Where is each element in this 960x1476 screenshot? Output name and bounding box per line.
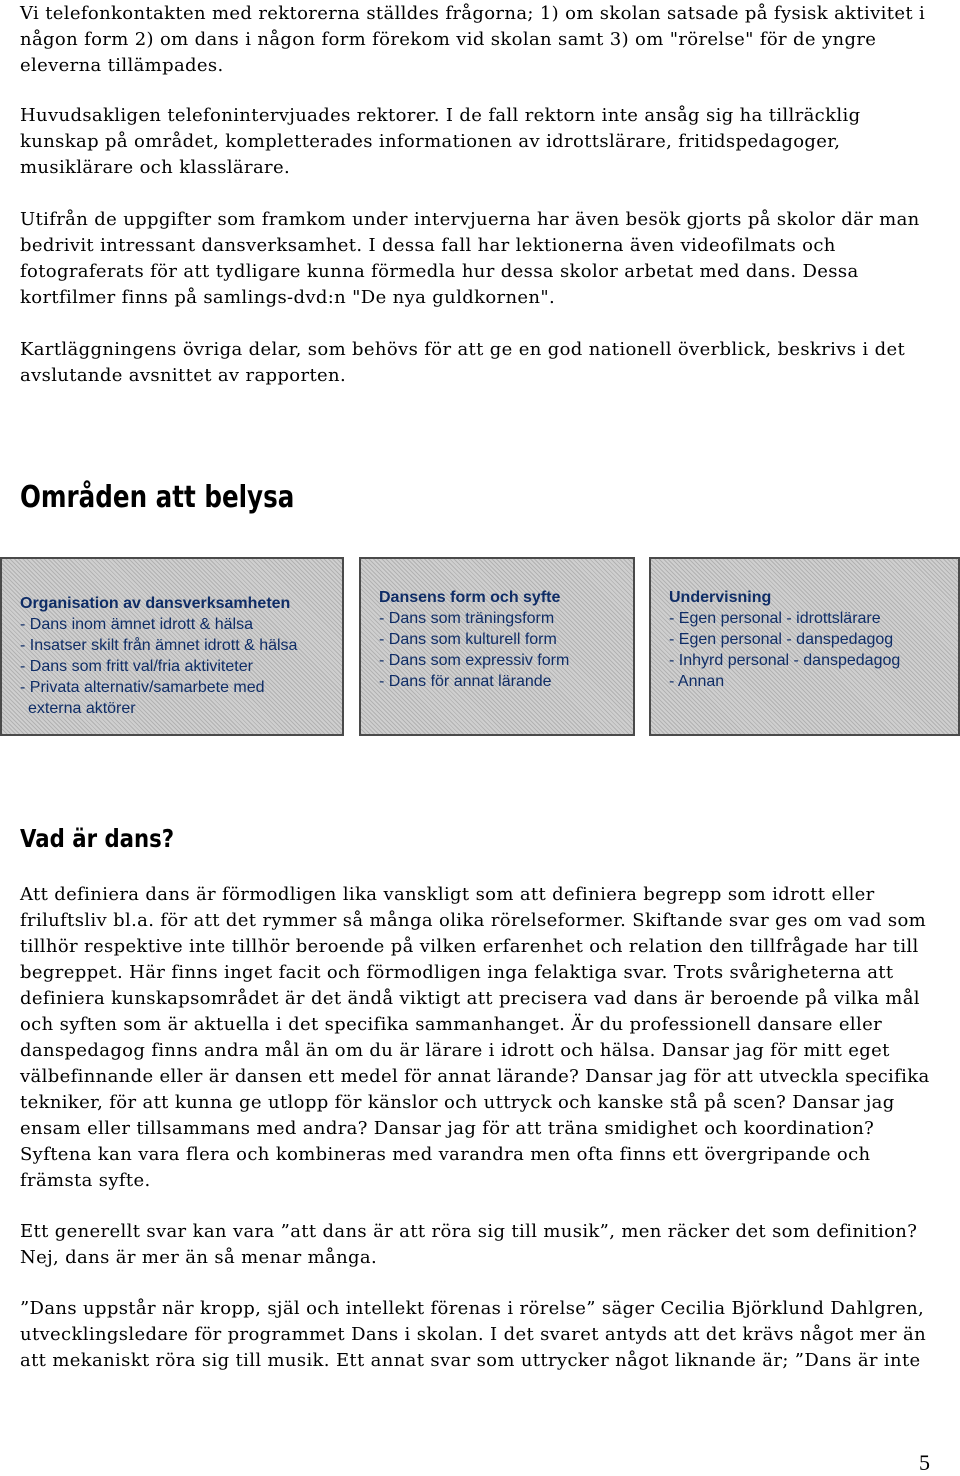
section-heading-areas: Områden att belysa bbox=[20, 480, 295, 515]
box-dance-form-item: - Dans för annat lärande bbox=[379, 673, 552, 690]
paragraph-general-answer: Ett generellt svar kan vara ”att dans är att röra sig till musik”, men räcker det som definition? Nej, dans är mer än så menar många. bbox=[20, 1221, 918, 1268]
box-teaching-title: Undervisning bbox=[669, 589, 772, 606]
paragraph-survey-other-parts: Kartläggningens övriga delar, som behövs för att ge en god nationell överblick, beskrivs i det avslutande avsnittet av rapporten. bbox=[20, 339, 906, 386]
box-dance-form-item: - Dans som kulturell form bbox=[379, 631, 557, 648]
box-teaching bbox=[649, 557, 960, 736]
box-organisation-title: Organisation av dansverksamheten bbox=[20, 595, 291, 612]
paragraph-phone-questions: Vi telefonkontakten med rektorerna ställdes frågorna; 1) om skolan satsade på fysisk aktivitet i någon form 2) om dans i någon form förekom vid skolan samt 3) om "rörelse" för de yngre eleverna tillämpades. bbox=[20, 3, 926, 76]
box-teaching-item: - Egen personal - danspedagog bbox=[669, 631, 894, 648]
paragraph-quote: ”Dans uppstår när kropp, själ och intellekt förenas i rörelse” säger Cecilia Björklund Dahlgren, utvecklingsledare för programmet Dans i skolan. I det svaret antyds att det krävs något mer än att mekaniskt röra sig till musik. Ett annat svar som uttrycker något liknande är; ”Dans är inte bbox=[20, 1298, 927, 1371]
box-teaching-item: - Egen personal - idrottslärare bbox=[669, 610, 881, 627]
box-organisation bbox=[0, 557, 344, 736]
paragraph-interviews: Huvudsakligen telefonintervjuades rektorer. I de fall rektorn inte ansåg sig ha tillräcklig kunskap på området, kompletterades informationen av idrottslärare, fritidspedagoger, musiklärare och klasslärare. bbox=[20, 105, 861, 178]
box-organisation-item: - Privata alternativ/samarbete med bbox=[20, 679, 265, 696]
box-dance-form-item: - Dans som expressiv form bbox=[379, 652, 570, 669]
box-teaching-item: - Inhyrd personal - danspedagog bbox=[669, 652, 901, 669]
box-teaching-item: - Annan bbox=[669, 673, 725, 690]
box-organisation-item: externa aktörer bbox=[28, 700, 136, 717]
page-number: 5 bbox=[919, 1450, 930, 1475]
box-dance-form-item: - Dans som träningsform bbox=[379, 610, 555, 627]
section-heading-what-is-dance: Vad är dans? bbox=[20, 824, 175, 853]
paragraph-school-visits: Utifrån de uppgifter som framkom under intervjuerna har även besök gjorts på skolor där man bedrivit intressant dansverksamhet. I dessa fall har lektionerna även videofilmats och fotograferats för att tydligare kunna förmedla hur dessa skolor arbetat med dans. Dessa kortfilmer finns på samlings-dvd:n "De nya guldkornen". bbox=[20, 209, 920, 308]
box-organisation-item: - Dans som fritt val/fria aktiviteter bbox=[20, 658, 253, 675]
paragraph-defining-dance: Att definiera dans är förmodligen lika vanskligt som att definiera begrepp som idrott eller friluftsliv bl.a. för att det rymmer så många olika rörelseformer. Skiftande svar ges om vad som tillhör respektive inte tillhör beroende på vilken erfarenhet och relation den tillfrågade har till begreppet. Här finns inget facit och förmodligen inga felaktiga svar. Trots svårigheterna att definiera kunskapsområdet är det ändå viktigt att precisera vad dans är beroende på vilka mål och syften som är aktuella i det specifika sammanhanget. Är du professionell dansare eller danspedagog finns andra mål än om du är lärare i idrott och hälsa. Dansar jag för mitt eget välbefinnande eller är dansen ett medel för annat lärande? Dansar jag för att utveckla specifika tekniker, för att kunna ge utlopp för känslor och uttryck och kanske stå på scen? Dansar jag ensam eller tillsammans med andra? Dansar jag för att träna smidighet och koordination? Syftena kan vara flera och kombineras med varandra men ofta finns ett övergripande och främsta syfte. bbox=[20, 884, 930, 1191]
box-dance-form bbox=[359, 557, 635, 736]
box-dance-form-title: Dansens form och syfte bbox=[379, 589, 561, 606]
box-organisation-item: - Dans inom ämnet idrott & hälsa bbox=[20, 616, 253, 633]
box-organisation-item: - Insatser skilt från ämnet idrott & hälsa bbox=[20, 637, 298, 654]
